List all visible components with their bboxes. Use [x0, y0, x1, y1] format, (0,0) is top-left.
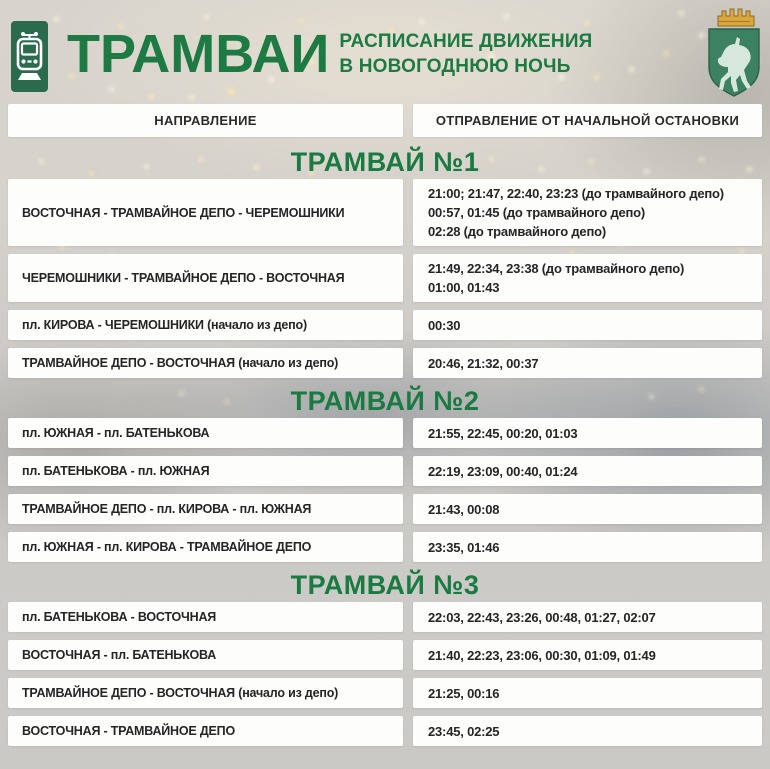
time-text: 21:55, 22:45, 00:20, 01:03	[428, 425, 578, 441]
page-title: ТРАМВАИ	[67, 24, 330, 84]
time-text: 20:46, 21:32, 00:37	[428, 355, 539, 371]
times-cell	[413, 678, 762, 708]
direction-text: ЧЕРЕМОШНИКИ - ТРАМВАЙНОЕ ДЕПО - ВОСТОЧНАЯ	[22, 271, 345, 285]
direction-text: пл. КИРОВА - ЧЕРЕМОШНИКИ (начало из депо)	[22, 318, 307, 332]
schedule-row	[8, 602, 762, 632]
schedule-row	[8, 179, 762, 246]
times-cell	[413, 179, 762, 246]
times-cell	[413, 494, 762, 524]
table-header	[8, 104, 762, 137]
direction-text: ТРАМВАЙНОЕ ДЕПО - пл. КИРОВА - пл. ЮЖНАЯ	[22, 502, 312, 516]
times-cell	[413, 716, 762, 746]
direction-cell	[8, 602, 403, 632]
times-cell	[413, 348, 762, 378]
direction-text: ТРАМВАЙНОЕ ДЕПО - ВОСТОЧНАЯ (начало из депо)	[22, 686, 339, 700]
subtitle-line-1: РАСПИСАНИЕ ДВИЖЕНИЯ	[339, 31, 593, 52]
schedule-row	[8, 494, 762, 524]
direction-text: пл. ЮЖНАЯ - пл. БАТЕНЬКОВА	[22, 426, 210, 440]
direction-cell	[8, 348, 403, 378]
time-text: 23:45, 02:25	[428, 723, 500, 739]
direction-cell	[8, 532, 403, 562]
direction-cell	[8, 494, 403, 524]
schedule-row	[8, 716, 762, 746]
time-text: 21:00; 21:47, 22:40, 23:23 (до трамвайного депо)	[428, 186, 724, 201]
time-text: 23:35, 01:46	[428, 539, 500, 555]
tram-logo-box	[11, 21, 48, 92]
direction-cell	[8, 716, 403, 746]
section-title-tram-3: ТРАМВАЙ №3	[290, 570, 480, 600]
schedule-row	[8, 678, 762, 708]
schedule-table	[8, 145, 762, 754]
direction-text: пл. ЮЖНАЯ - пл. КИРОВА - ТРАМВАЙНОЕ ДЕПО	[22, 540, 312, 554]
times-cell	[413, 310, 762, 340]
times-cell	[413, 418, 762, 448]
schedule-row	[8, 348, 762, 378]
direction-text: ТРАМВАЙНОЕ ДЕПО - ВОСТОЧНАЯ (начало из депо)	[22, 356, 339, 370]
direction-cell	[8, 418, 403, 448]
page-subtitle	[339, 29, 592, 79]
section-title-tram-2: ТРАМВАЙ №2	[290, 386, 480, 416]
time-text: 21:25, 00:16	[428, 685, 500, 701]
direction-cell	[8, 179, 403, 246]
time-text: 22:19, 23:09, 00:40, 01:24	[428, 463, 578, 479]
direction-cell	[8, 640, 403, 670]
schedule-row	[8, 254, 762, 302]
schedule-row	[8, 310, 762, 340]
column-header-departure: ОТПРАВЛЕНИЕ ОТ НАЧАЛЬНОЙ ОСТАНОВКИ	[413, 104, 762, 137]
tram-icon	[15, 28, 44, 84]
time-text: 00:30	[428, 317, 461, 333]
direction-cell	[8, 678, 403, 708]
schedule-row	[8, 640, 762, 670]
time-text: 21:40, 22:23, 23:06, 00:30, 01:09, 01:49	[428, 647, 656, 663]
time-text: 21:49, 22:34, 23:38 (до трамвайного депо)	[428, 261, 685, 276]
times-cell	[413, 602, 762, 632]
schedule-row	[8, 418, 762, 448]
time-text: 02:28 (до трамвайного депо)	[428, 224, 606, 239]
direction-text: ВОСТОЧНАЯ - пл. БАТЕНЬКОВА	[22, 648, 217, 662]
tomsk-coat-of-arms-icon	[706, 7, 762, 104]
times-cell	[413, 254, 762, 302]
time-text: 00:57, 01:45 (до трамвайного депо)	[428, 205, 646, 220]
direction-text: пл. БАТЕНЬКОВА - пл. ЮЖНАЯ	[22, 464, 210, 478]
time-text: 01:00, 01:43	[428, 280, 500, 295]
time-text: 21:43, 00:08	[428, 501, 500, 517]
direction-text: ВОСТОЧНАЯ - ТРАМВАЙНОЕ ДЕПО	[22, 724, 235, 738]
header	[8, 8, 762, 100]
times-cell	[413, 640, 762, 670]
direction-cell	[8, 310, 403, 340]
direction-cell	[8, 254, 403, 302]
direction-cell	[8, 456, 403, 486]
times-cell	[413, 532, 762, 562]
direction-text: пл. БАТЕНЬКОВА - ВОСТОЧНАЯ	[22, 610, 217, 624]
schedule-row	[8, 532, 762, 562]
direction-text: ВОСТОЧНАЯ - ТРАМВАЙНОЕ ДЕПО - ЧЕРЕМОШНИКИ	[22, 205, 345, 220]
time-text: 22:03, 22:43, 23:26, 00:48, 01:27, 02:07	[428, 609, 656, 625]
subtitle-line-2: В НОВОГОДНЮЮ НОЧЬ	[339, 56, 571, 77]
section-title-tram-1: ТРАМВАЙ №1	[290, 147, 480, 177]
column-header-direction: НАПРАВЛЕНИЕ	[8, 104, 403, 137]
times-cell	[413, 456, 762, 486]
schedule-row	[8, 456, 762, 486]
